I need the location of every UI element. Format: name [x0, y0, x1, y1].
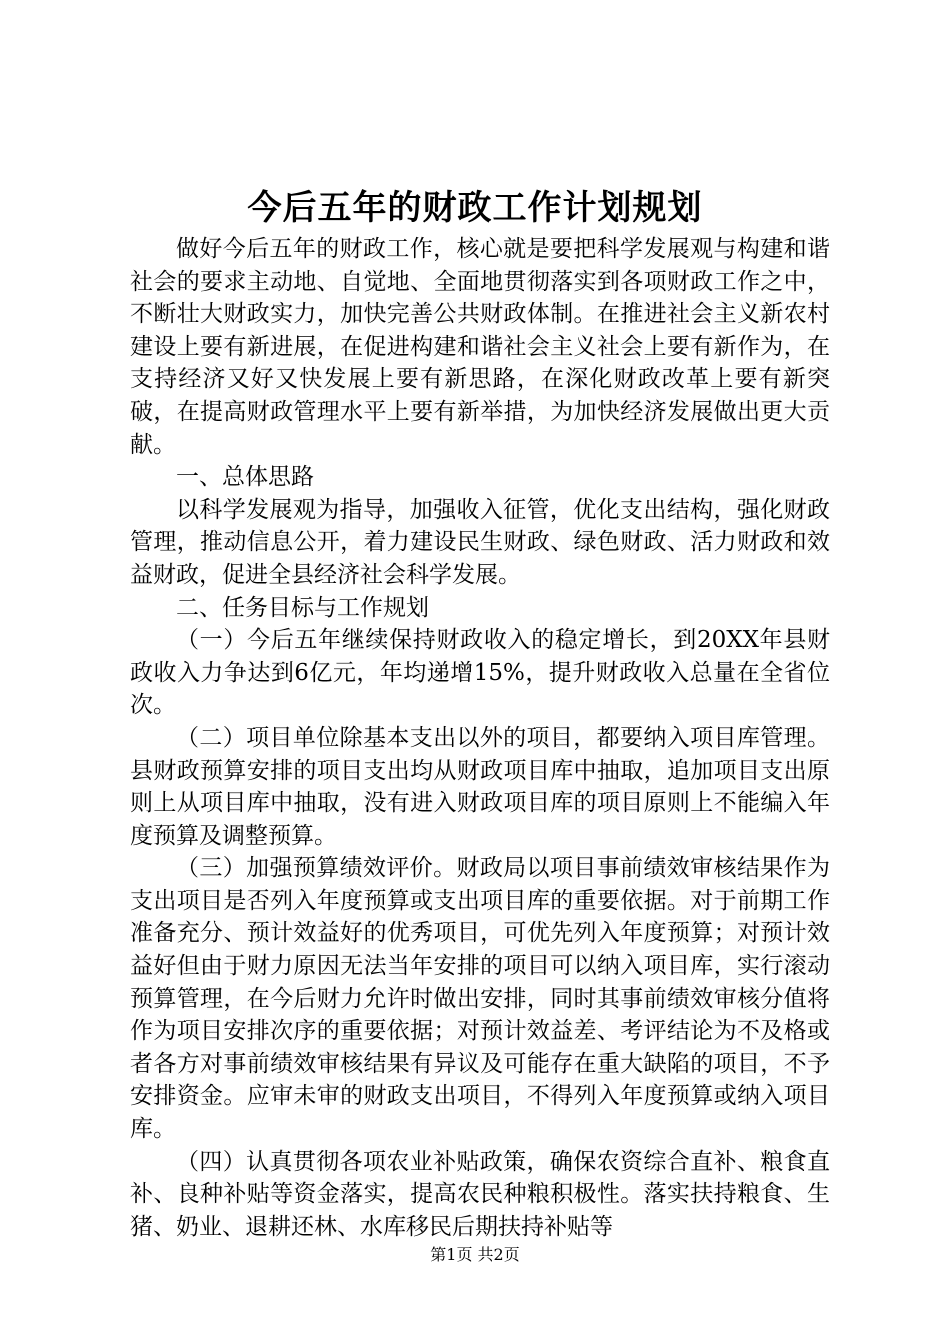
- page-number: 第1页 共2页: [430, 1245, 520, 1264]
- paragraph-item-2: （二）项目单位除基本支出以外的项目，都要纳入项目库管理。县财政预算安排的项目支出均从财政项目库中抽取，追加项目支出原则上从项目库中抽取，没有进入财政项目库的项目原则上不能编入年度预算及调整预算。: [130, 724, 830, 849]
- section-heading-tasks: 二、任务目标与工作规划: [176, 594, 429, 621]
- paragraph-item-1: （一）今后五年继续保持财政收入的稳定增长，到20XX年县财政收入力争达到6亿元，年均递增15%，提升财政收入总量在全省位次。: [130, 627, 830, 719]
- paragraph-item-4: （四）认真贯彻各项农业补贴政策，确保农资综合直补、粮食直补、良种补贴等资金落实，提高农民种粮积极性。落实扶持粮食、生猪、奶业、退耕还林、水库移民后期扶持补贴等: [130, 1148, 830, 1240]
- document-body: [130, 233, 830, 1243]
- paragraph-item-3: （三）加强预算绩效评价。财政局以项目事前绩效审核结果作为支出项目是否列入年度预算或支出项目库的重要依据。对于前期工作准备充分、预计效益好的优秀项目，可优先列入年度预算；对预计效益好但由于财力原因无法当年安排的项目可以纳入项目库，实行滚动预算管理，在今后财力允许时做出安排，同时其事前绩效审核分值将作为项目安排次序的重要依据；对预计效益差、考评结论为不及格或者各方对事前绩效审核结果有异议及可能存在重大缺陷的项目，不予安排资金。应审未审的财政支出项目，不得列入年度预算或纳入项目库。: [130, 855, 830, 1143]
- page-title: 今后五年的财政工作计划规划: [247, 188, 703, 228]
- section-heading-overall: 一、总体思路: [176, 464, 314, 491]
- paragraph-intro: 做好今后五年的财政工作，核心就是要把科学发展观与构建和谐社会的要求主动地、自觉地、全面地贯彻落实到各项财政工作之中，不断壮大财政实力，加快完善公共财政体制。在推进社会主义新农村建设上要有新进展，在促进构建和谐社会主义社会上要有新作为，在支持经济又好又快发展上要有新思路，在深化财政改革上要有新突破，在提高财政管理水平上要有新举措，为加快经济发展做出更大贡献。: [130, 236, 830, 458]
- paragraph-overall: 以科学发展观为指导，加强收入征管，优化支出结构，强化财政管理，推动信息公开，着力建设民生财政、绿色财政、活力财政和效益财政，促进全县经济社会科学发展。: [130, 496, 830, 588]
